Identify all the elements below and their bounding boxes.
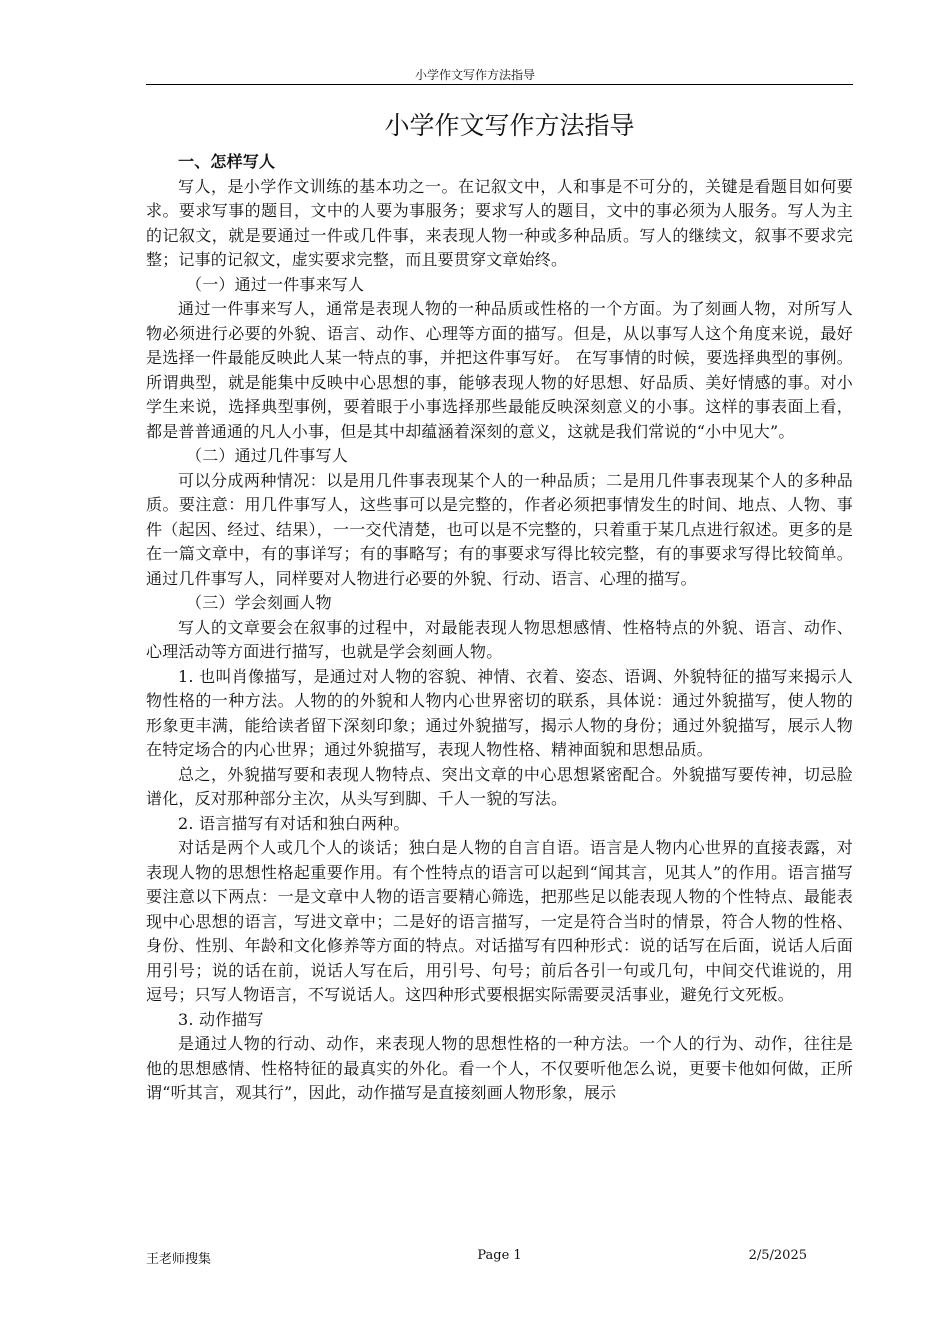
paragraph: 写人的文章要会在叙事的过程中，对最能表现人物思想感情、性格特点的外貌、语言、动作、心理活动等方面进行描写，也就是学会刻画人物。 [146,617,853,661]
paragraph: 写人，是小学作文训练的基本功之一。在记叙文中，人和事是不可分的，关键是看题目如何要求。要求写事的题目，文中的人要为事服务；要求写人的题目，文中的事必须为人服务。写人为主的记叙文，就是要通过一件或几件事，来表现人物一种或多种品质。写人的继续文，叙事不要求完整；记事的记叙文，虚实要求完整，而且要贯穿文章始终。 [146,176,853,269]
paragraph: 对话是两个人或几个人的谈话；独白是人物的自言自语。语言是人物内心世界的直接表露，对表现人物的思想性格起重要作用。有个性特点的语言可以起到“闻其言，见其人”的作用。语言描写要注意以下两点：一是文章中人物的语言要精心筛选，把那些足以能表现人物的个性特点、最能表现中心思想的语言，写进文章中；二是好的语言描写，一定是符合当时的情景，符合人物的性格、身份、性别、年龄和文化修养等方面的特点。对话描写有四种形式：说的话写在后面，说话人后面用引号；说的话在前，说话人写在后，用引号、句号；前后各引一句或几句，中间交代谁说的，用逗号；只写人物语言，不写说话人。这四种形式要根据实际需要灵活事业，避免行文死板。 [146,838,853,1004]
paragraph: 是通过人物的行动、动作，来表现人物的思想性格的一种方法。一个人的行为、动作，往往是他的思想感情、性格特征的最真实的外化。看一个人，不仅要听他怎么说，更要卡他如何做，正所谓“听其言，观其行”，因此，动作描写是直接刻画人物形象，展示 [146,1034,853,1102]
subsection-heading: （二）通过几件事写人 [186,446,349,465]
footer-date: 2/5/2025 [748,1248,807,1263]
paragraph: 3. 动作描写 [178,1009,264,1029]
header-rule [146,84,853,85]
page-footer [146,1248,853,1268]
paragraph: 可以分成两种情况：以是用几件事表现某个人的一种品质；二是用几件事表现某个人的多种品质。要注意：用几件事写人，这些事可以是完整的，作者必须把事情发生的时间、地点、人物、事件（起因、经过、结果），一一交代清楚，也可以是不完整的，只着重于某几点进行叙述。更多的是在一篇文章中，有的事详写；有的事略写；有的事要求写得比较完整，有的事要求写得比较简单。 通过几件事写人，同样要对人物进行必要的外貌、行动、语言、心理的描写。 [146,470,853,588]
paragraph: 1. 也叫肖像描写，是通过对人物的容貌、神情、衣着、姿态、语调、外貌特征的描写来揭示人物性格的一种方法。人物的的外貌和人物内心世界密切的联系，具体说：通过外貌描写，使人物的形象更丰满，能给读者留下深刻印象；通过外貌描写，揭示人物的身份；通过外貌描写，展示人物在特定场合的内心世界；通过外貌描写，表现人物性格、精神面貌和思想品质。 [146,666,853,759]
section-heading: 一、怎样写人 [178,152,276,171]
paragraph: 总之，外貌描写要和表现人物特点、突出文章的中心思想紧密配合。外貌描写要传神，切忌脸谱化，反对那种部分主次，从头写到脚、千人一貌的写法。 [146,764,853,808]
subsection-heading: （三）学会刻画人物 [186,593,332,612]
footer-page-number: Page 1 [477,1248,522,1263]
document-title: 小学作文写作方法指导 [384,111,635,140]
document-body [146,108,853,1106]
running-header: 小学作文写作方法指导 [414,68,535,82]
footer-author: 王老师搜集 [146,1252,212,1267]
paragraph: 2. 语言描写有对话和独白两种。 [178,813,410,833]
subsection-heading: （一）通过一件事来写人 [186,274,365,294]
paragraph: 通过一件事来写人，通常是表现人物的一种品质或性格的一个方面。为了刻画人物，对所写人物必须进行必要的外貌、语言、动作、心理等方面的描写。但是，从以事写人这个角度来说，最好是选择一件最能反映此人某一特点的事，并把这件事写好。 在写事情的时候，要选择典型的事例。所谓典型，就是能集中反映中心思想的事，能够表现人物的好思想、好品质、美好情感的事。对小学生来说，选择典型事例，要着眼于小事选择那些最能反映深刻意义的小事。这样的事表面上看，都是普普通通的凡人小事，但是其中却蕴涵着深刻的意义，这就是我们常说的“小中见大”。 [146,299,853,441]
